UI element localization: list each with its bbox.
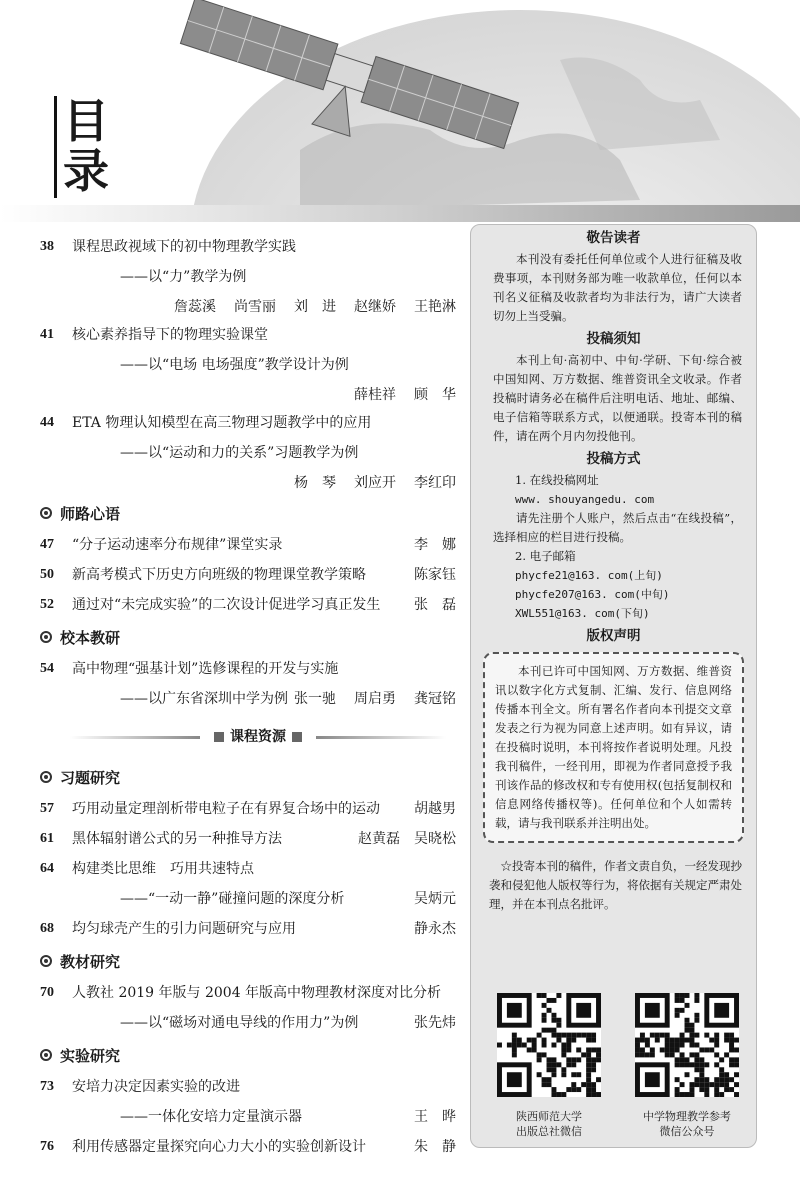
author: 王艳淋: [414, 299, 456, 315]
toc-authors-row: [40, 380, 456, 408]
toc-entry[interactable]: [40, 654, 456, 684]
qr-codes: [493, 993, 743, 1139]
toc-entry[interactable]: [40, 824, 456, 854]
section-name: 实验研究: [60, 1046, 121, 1065]
toc-subtitle-row: [40, 438, 456, 468]
header-band: [0, 205, 800, 222]
divider-text: 课程资源: [230, 729, 286, 745]
page-number: 68: [40, 921, 54, 936]
page-number: 61: [40, 831, 54, 846]
section-heading: [40, 1038, 456, 1072]
toc-entry[interactable]: [40, 320, 456, 350]
toc-entry[interactable]: [40, 408, 456, 438]
article-authors: [354, 380, 456, 410]
author: 杨 琴: [294, 475, 336, 491]
article-author: 王 晔: [414, 1109, 456, 1125]
toc-entry[interactable]: [40, 232, 456, 262]
block-icon: [214, 732, 224, 742]
article-author: 李 娜: [414, 537, 456, 553]
section-heading: [40, 944, 456, 978]
author: 龚冠铭: [414, 691, 456, 707]
article-subtitle: ——以广东省深圳中学为例: [120, 691, 288, 707]
article-author: 张 磊: [414, 597, 456, 613]
article-title: 利用传感器定量探究向心力大小的实验创新设计: [72, 1139, 366, 1155]
toc-authors-row: [40, 292, 456, 320]
author: 薛桂祥: [354, 387, 396, 403]
toc-subtitle-row: [40, 684, 456, 714]
toc-entry[interactable]: [40, 590, 456, 620]
notice-text: 本刊没有委托任何单位或个人进行征稿及收费事项，本刊财务部为唯一收款单位，任何以本刊名义征稿及收款者均为非法行为，请广大读者切勿上当受骗。: [493, 252, 742, 323]
copyright-heading: 版权声明: [586, 628, 641, 644]
article-title: 课程思政视域下的初中物理教学实践: [72, 239, 296, 255]
author: 顾 华: [414, 387, 456, 403]
article-subtitle: ——以“运动和力的关系”习题教学为例: [120, 445, 359, 461]
email-link[interactable]: phycfe207@163. com(中旬): [515, 588, 670, 601]
article-authors: [294, 684, 456, 714]
article-subtitle: ——以“力”教学为例: [120, 269, 247, 285]
toc-entry[interactable]: [40, 854, 456, 884]
page-number: 38: [40, 239, 54, 254]
article-author: 静永杰: [414, 921, 456, 937]
author: 李红印: [414, 475, 456, 491]
section-heading: [40, 760, 456, 794]
copyright-text: 本刊已许可中国知网、万方数据、维普资讯以数字化方式复制、汇编、发行、信息网络传播本刊全文。所有署名作者向本刊提交文章发表之行为视为同意上述声明。如有异议，请在投稿时说明，本刊将按作者说明处理。凡投我刊稿件，一经刊用，即视为作者同意授予我刊该作品的修改权和专有使用权(包括复制权和信息网络传播权等)。任何单位和个人如需转载，请与我刊联系并注明出处。: [495, 664, 732, 830]
section-heading: [40, 620, 456, 654]
divider-line-left: [70, 736, 200, 739]
article-author: 赵黄磊 吴晓松: [358, 831, 456, 847]
title-char: 目: [63, 94, 109, 148]
toc-entry[interactable]: [40, 560, 456, 590]
toc-entry[interactable]: [40, 914, 456, 944]
title-char: 录: [63, 144, 109, 198]
copyright-box: [483, 652, 744, 843]
article-title: “分子运动速率分布规律”课堂实录: [72, 537, 283, 553]
guide-heading: 投稿须知: [586, 331, 641, 347]
toc-entry[interactable]: [40, 1072, 456, 1102]
header-illustration: [0, 0, 800, 222]
article-subtitle: ——以“磁场对通电导线的作用力”为例: [120, 1015, 359, 1031]
section-divider: [40, 714, 456, 760]
toc-entry[interactable]: [40, 1132, 456, 1162]
page-number: 54: [40, 661, 54, 676]
page-number: 70: [40, 985, 54, 1000]
toc-subtitle-row: [40, 1008, 456, 1038]
article-title: 人教社 2019 年版与 2004 年版高中物理教材深度对比分析: [72, 985, 442, 1001]
author: 赵继娇: [354, 299, 396, 315]
bullet-icon: [40, 631, 52, 643]
article-author: 吴炳元: [414, 891, 456, 907]
toc-subtitle-row: [40, 350, 456, 380]
block-icon: [292, 732, 302, 742]
divider-line-right: [316, 736, 446, 739]
section-name: 习题研究: [60, 768, 121, 787]
author: 刘应开: [354, 475, 396, 491]
qr-code-icon[interactable]: [635, 993, 739, 1097]
article-author: 朱 静: [414, 1139, 456, 1155]
page-number: 52: [40, 597, 54, 612]
qr-right: [631, 993, 743, 1139]
toc-subtitle-row: [40, 262, 456, 292]
page-title: [54, 96, 115, 198]
article-title: 黑体辐射谱公式的另一种推导方法: [72, 831, 282, 847]
article-title: 通过对“未完成实验”的二次设计促进学习真正发生: [72, 597, 381, 613]
article-title: 均匀球壳产生的引力问题研究与应用: [72, 921, 296, 937]
toc-entry[interactable]: [40, 978, 456, 1008]
page-number: 73: [40, 1079, 54, 1094]
author: 张一驰: [294, 691, 336, 707]
article-title: 构建类比思维 巧用共速特点: [72, 861, 254, 877]
article-title: 核心素养指导下的物理实验课堂: [72, 327, 268, 343]
email-label: 2. 电子邮箱: [515, 549, 576, 563]
article-title: 安培力决定因素实验的改进: [72, 1079, 240, 1095]
article-subtitle: ——一体化安培力定量演示器: [120, 1109, 302, 1125]
page-number: 50: [40, 567, 54, 582]
section-heading: [40, 496, 456, 530]
article-author: 胡越男: [414, 801, 456, 817]
qr-code-icon[interactable]: [497, 993, 601, 1097]
page-number: 76: [40, 1139, 54, 1154]
page-number: 41: [40, 327, 54, 342]
divider-label: [200, 724, 316, 750]
qr-caption: 出版总社微信: [516, 1125, 582, 1138]
page-number: 64: [40, 861, 54, 876]
article-authors: [294, 468, 456, 498]
toc-subtitle-row: [40, 884, 456, 914]
bullet-icon: [40, 955, 52, 967]
qr-left: [493, 993, 605, 1139]
author: 尚雪丽: [234, 299, 276, 315]
article-subtitle: ——以“电场 电场强度”教学设计为例: [120, 357, 349, 373]
method-heading: 投稿方式: [586, 451, 641, 467]
toc-entry[interactable]: [40, 794, 456, 824]
author: 詹蕊溪: [174, 299, 216, 315]
email-link[interactable]: XWL551@163. com(下旬): [515, 607, 650, 620]
section-name: 教材研究: [60, 952, 121, 971]
section-name: 师路心语: [60, 504, 121, 523]
article-author: 陈家钰: [414, 567, 456, 583]
toc-authors-row: [40, 468, 456, 496]
bullet-icon: [40, 507, 52, 519]
page-number: 44: [40, 415, 54, 430]
table-of-contents: [40, 232, 456, 1162]
page-number: 47: [40, 537, 54, 552]
article-subtitle: ——“一动一静”碰撞问题的深度分析: [120, 891, 345, 907]
toc-entry[interactable]: [40, 530, 456, 560]
qr-caption: 陕西师范大学: [516, 1110, 582, 1123]
notice-heading: 敬告读者: [586, 230, 641, 246]
article-author: 张先炜: [414, 1015, 456, 1031]
online-url[interactable]: www. shouyangedu. com: [515, 493, 655, 506]
qr-caption: 微信公众号: [659, 1125, 715, 1138]
section-name: 校本教研: [60, 628, 121, 647]
guide-text: 本刊上旬·高初中、中旬·学研、下旬·综合被中国知网、万方数据、维普资讯全文收录。作者投稿时请务必在稿件后注明电话、地址、邮编、电子信箱等联系方式，以便通联。投寄本刊的稿件，请在两个月内勿投他刊。: [493, 353, 742, 443]
info-panel: [470, 224, 757, 1148]
article-title: 巧用动量定理剖析带电粒子在有界复合场中的运动: [72, 801, 380, 817]
qr-caption: 中学物理教学参考: [643, 1110, 731, 1123]
article-title: 新高考模式下历史方向班级的物理课堂教学策略: [72, 567, 366, 583]
online-label: 1. 在线投稿网址: [515, 473, 599, 487]
page-number: 57: [40, 801, 54, 816]
bullet-icon: [40, 1049, 52, 1061]
article-title: ETA 物理认知模型在高三物理习题教学中的应用: [72, 415, 372, 431]
warning-text: ☆投寄本刊的稿件，作者文责自负，一经发现抄袭和侵犯他人版权等行为，将依据有关规定严肃处理，并在本刊点名批评。: [489, 859, 742, 911]
bullet-icon: [40, 771, 52, 783]
toc-subtitle-row: [40, 1102, 456, 1132]
email-link[interactable]: phycfe21@163. com(上旬): [515, 569, 663, 582]
author: 周启勇: [354, 691, 396, 707]
online-text: 请先注册个人账户，然后点击“在线投稿”，选择相应的栏目进行投稿。: [493, 511, 742, 544]
author: 刘 进: [294, 299, 336, 315]
article-title: 高中物理“强基计划”选修课程的开发与实施: [72, 661, 339, 677]
article-authors: [174, 292, 456, 322]
